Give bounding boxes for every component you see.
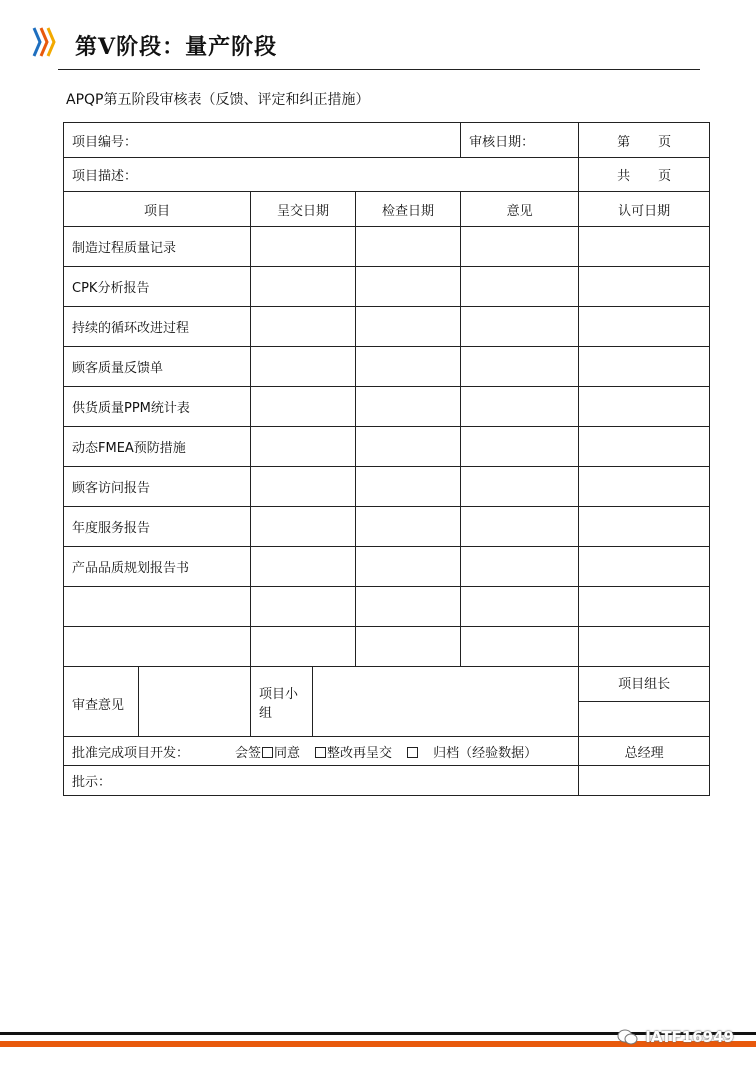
opinion-cell[interactable]	[461, 587, 579, 627]
opinion-cell[interactable]	[461, 387, 579, 427]
item-name: 制造过程质量记录	[64, 227, 251, 267]
submit-date-cell[interactable]	[251, 427, 356, 467]
table-row	[64, 587, 710, 627]
project-group-label: 项目小组	[251, 667, 313, 737]
check-date-cell[interactable]	[356, 387, 461, 427]
item-name[interactable]	[64, 587, 251, 627]
approval-date-cell[interactable]	[579, 307, 710, 347]
table-row	[64, 347, 710, 387]
option-rectify-label: 整改再呈交	[327, 745, 393, 761]
opinion-cell[interactable]	[461, 227, 579, 267]
title-divider	[58, 69, 700, 70]
approval-date-cell[interactable]	[579, 387, 710, 427]
check-date-cell[interactable]	[356, 547, 461, 587]
approval-date-cell[interactable]	[579, 267, 710, 307]
submit-date-cell[interactable]	[251, 547, 356, 587]
project-group-field[interactable]	[313, 667, 579, 737]
project-number-label: 项目编号：	[72, 134, 138, 150]
page-label-suffix: 页	[658, 134, 672, 150]
table-row	[64, 227, 710, 267]
project-number-row	[64, 123, 710, 158]
general-manager-label: 总经理	[579, 737, 710, 766]
check-date-cell[interactable]	[356, 587, 461, 627]
table-row	[64, 547, 710, 587]
item-name: CPK分析报告	[64, 267, 251, 307]
item-name: 供货质量PPM统计表	[64, 387, 251, 427]
submit-date-cell[interactable]	[251, 587, 356, 627]
option-countersign-label: 会签	[235, 745, 262, 761]
review-date-field[interactable]	[461, 123, 579, 158]
archive-checkbox[interactable]	[407, 747, 418, 758]
opinion-cell[interactable]	[461, 627, 579, 667]
approval-options	[64, 737, 579, 766]
project-number-field[interactable]	[64, 123, 461, 158]
opinion-cell[interactable]	[461, 467, 579, 507]
agree-checkbox[interactable]	[262, 747, 273, 758]
approval-row	[64, 737, 710, 766]
item-name[interactable]	[64, 627, 251, 667]
approval-date-cell[interactable]	[579, 467, 710, 507]
submit-date-cell[interactable]	[251, 307, 356, 347]
column-header-item: 项目	[64, 192, 251, 227]
total-label-suffix: 页	[658, 169, 672, 184]
instruction-label: 批示：	[72, 775, 112, 790]
opinion-cell[interactable]	[461, 267, 579, 307]
submit-date-cell[interactable]	[251, 227, 356, 267]
watermark	[617, 1028, 734, 1046]
check-date-cell[interactable]	[356, 307, 461, 347]
check-date-cell[interactable]	[356, 227, 461, 267]
instruction-field[interactable]	[64, 766, 579, 796]
table-row	[64, 387, 710, 427]
submit-date-cell[interactable]	[251, 387, 356, 427]
opinion-cell[interactable]	[461, 547, 579, 587]
approval-date-cell[interactable]	[579, 507, 710, 547]
column-header-submit-date: 呈交日期	[251, 192, 356, 227]
review-date-label: 审核日期：	[469, 134, 535, 150]
check-date-cell[interactable]	[356, 467, 461, 507]
rectify-checkbox[interactable]	[315, 747, 326, 758]
approval-date-cell[interactable]	[579, 347, 710, 387]
item-name: 产品品质规划报告书	[64, 547, 251, 587]
opinion-cell[interactable]	[461, 507, 579, 547]
submit-date-cell[interactable]	[251, 347, 356, 387]
table-row	[64, 627, 710, 667]
check-date-cell[interactable]	[356, 267, 461, 307]
page-number-field[interactable]	[579, 123, 710, 158]
item-name: 顾客访问报告	[64, 467, 251, 507]
item-name: 持续的循环改进过程	[64, 307, 251, 347]
option-archive-label: 归档（经验数据）	[433, 745, 538, 761]
approval-date-cell[interactable]	[579, 627, 710, 667]
total-label-prefix: 共	[617, 169, 631, 184]
project-description-label: 项目描述：	[72, 169, 138, 184]
check-date-cell[interactable]	[356, 507, 461, 547]
check-date-cell[interactable]	[356, 427, 461, 467]
total-pages-field[interactable]	[579, 158, 710, 192]
page-title: 第Ⅴ阶段：量产阶段	[75, 34, 278, 60]
approval-date-cell[interactable]	[579, 587, 710, 627]
review-opinion-label: 审查意见	[64, 667, 139, 737]
option-agree-label: 同意	[274, 745, 301, 761]
opinion-cell[interactable]	[461, 427, 579, 467]
approval-date-cell[interactable]	[579, 427, 710, 467]
submit-date-cell[interactable]	[251, 627, 356, 667]
general-manager-signature[interactable]	[579, 766, 710, 796]
project-leader-label: 项目组长	[579, 667, 710, 702]
table-row	[64, 427, 710, 467]
opinion-cell[interactable]	[461, 307, 579, 347]
review-opinion-row	[64, 667, 710, 702]
table-row	[64, 467, 710, 507]
approval-date-cell[interactable]	[579, 547, 710, 587]
column-header-row	[64, 192, 710, 227]
check-date-cell[interactable]	[356, 347, 461, 387]
wechat-icon	[617, 1029, 639, 1045]
item-name: 顾客质量反馈单	[64, 347, 251, 387]
table-row	[64, 267, 710, 307]
column-header-check-date: 检查日期	[356, 192, 461, 227]
project-description-field[interactable]	[64, 158, 579, 192]
item-name: 年度服务报告	[64, 507, 251, 547]
submit-date-cell[interactable]	[251, 467, 356, 507]
instruction-row	[64, 766, 710, 796]
item-name: 动态FMEA预防措施	[64, 427, 251, 467]
watermark-text: IATF16949	[645, 1028, 734, 1046]
review-form-table	[63, 122, 710, 796]
form-heading: APQP第五阶段审核表（反馈、评定和纠正措施）	[66, 92, 370, 108]
column-header-approval-date: 认可日期	[579, 192, 710, 227]
approval-label: 批准完成项目开发：	[72, 745, 190, 761]
table-row	[64, 507, 710, 547]
review-opinion-field[interactable]	[139, 667, 251, 737]
approval-date-cell[interactable]	[579, 227, 710, 267]
submit-date-cell[interactable]	[251, 507, 356, 547]
submit-date-cell[interactable]	[251, 267, 356, 307]
project-description-row	[64, 158, 710, 192]
project-leader-signature[interactable]	[579, 702, 710, 737]
column-header-opinion: 意见	[461, 192, 579, 227]
check-date-cell[interactable]	[356, 627, 461, 667]
opinion-cell[interactable]	[461, 347, 579, 387]
page-label-prefix: 第	[617, 134, 631, 150]
table-row	[64, 307, 710, 347]
brand-logo-icon	[32, 26, 58, 58]
